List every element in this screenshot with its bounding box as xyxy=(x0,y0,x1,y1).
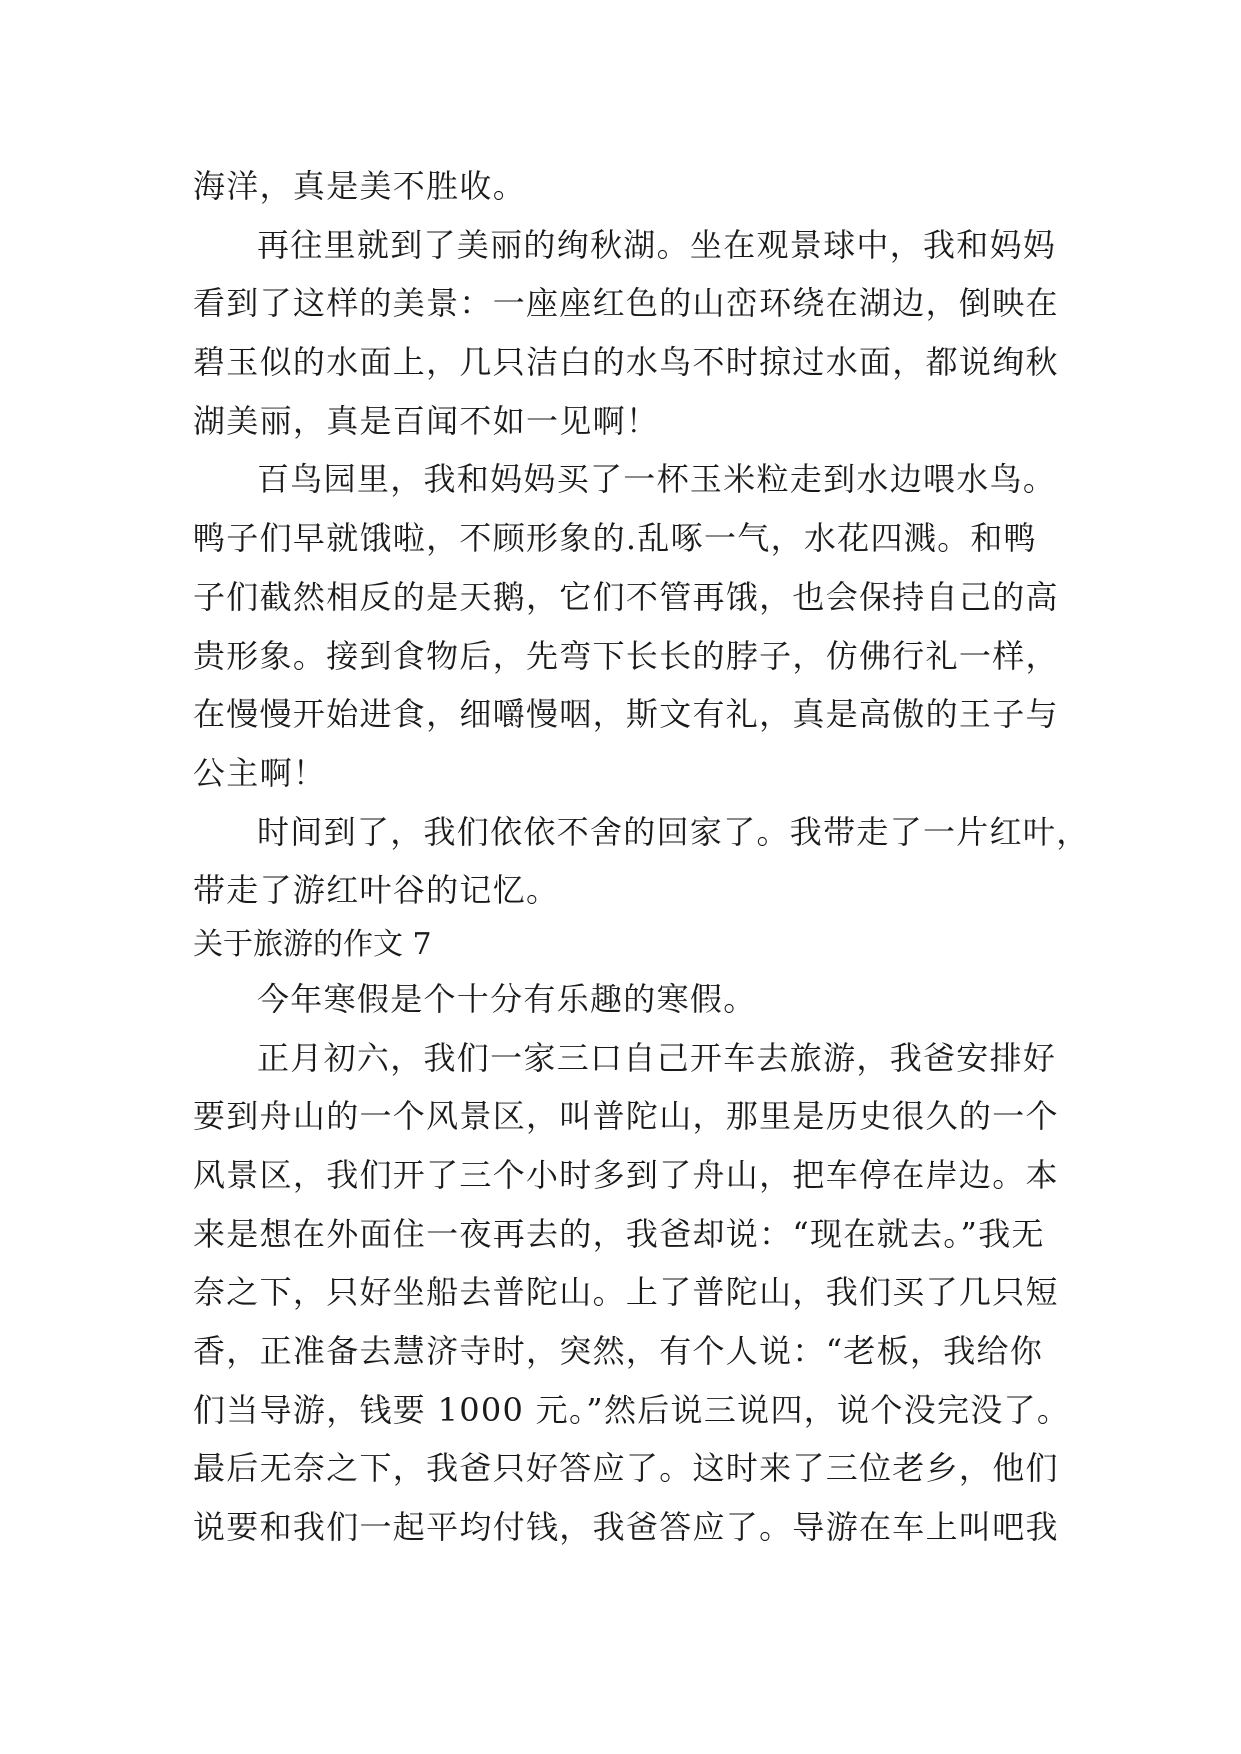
paragraph-line: 来是想在外面住一夜再去的，我爸却说：“现在就去。”我无 xyxy=(193,1214,1045,1253)
paragraph-line: 鸭子们早就饿啦，不顾形象的.乱啄一气，水花四溅。和鸭 xyxy=(193,519,1037,558)
paragraph-line: 香，正准备去慧济寺时，突然，有个人说：“老板，我给你 xyxy=(193,1332,1044,1371)
paragraph-line: 再往里就到了美丽的绚秋湖。坐在观景球中，我和妈妈 xyxy=(257,225,1057,264)
paragraph-line: 百鸟园里，我和妈妈买了一杯玉米粒走到水边喂水鸟。 xyxy=(257,460,1057,499)
paragraph-line: 碧玉似的水面上，几只洁白的水鸟不时掠过水面，都说绚秋 xyxy=(193,343,1059,382)
paragraph-line: 公主啊！ xyxy=(193,753,327,792)
paragraph-line: 最后无奈之下，我爸只好答应了。这时来了三位老乡，他们 xyxy=(193,1449,1059,1488)
paragraph-line: 湖美丽，真是百闻不如一见啊！ xyxy=(193,401,660,440)
paragraph-line: 贵形象。接到食物后，先弯下长长的脖子，仿佛行礼一样， xyxy=(193,636,1059,675)
paragraph-line: 正月初六，我们一家三口自己开车去旅游，我爸安排好 xyxy=(257,1038,1057,1077)
section-heading: 关于旅游的作文 7 xyxy=(193,926,432,962)
paragraph-line: 风景区，我们开了三个小时多到了舟山，把车停在岸边。本 xyxy=(193,1156,1059,1194)
paragraph-line: 奈之下，只好坐船去普陀山。上了普陀山，我们买了几只短 xyxy=(193,1273,1059,1312)
paragraph-line: 带走了游红叶谷的记忆。 xyxy=(193,871,560,910)
paragraph-line: 子们截然相反的是天鹅，它们不管再饿，也会保持自己的高 xyxy=(193,577,1059,616)
paragraph-line: 海洋，真是美不胜收。 xyxy=(193,167,527,205)
paragraph-line: 说要和我们一起平均付钱，我爸答应了。导游在车上叫吧我 xyxy=(193,1508,1059,1547)
paragraph-line: 时间到了，我们依依不舍的回家了。我带走了一片红叶， xyxy=(257,812,1090,851)
paragraph-line: 看到了这样的美景：一座座红色的山峦环绕在湖边，倒映在 xyxy=(193,284,1059,323)
paragraph-line: 们当导游，钱要 1000 元。”然后说三说四，说个没完没了。 xyxy=(193,1390,1071,1429)
paragraph-line: 要到舟山的一个风景区，叫普陀山，那里是历史很久的一个 xyxy=(193,1097,1059,1136)
paragraph-line: 今年寒假是个十分有乐趣的寒假。 xyxy=(257,979,757,1018)
document-body xyxy=(193,157,1090,1557)
paragraph-line: 在慢慢开始进食，细嚼慢咽，斯文有礼，真是高傲的王子与 xyxy=(193,695,1059,734)
